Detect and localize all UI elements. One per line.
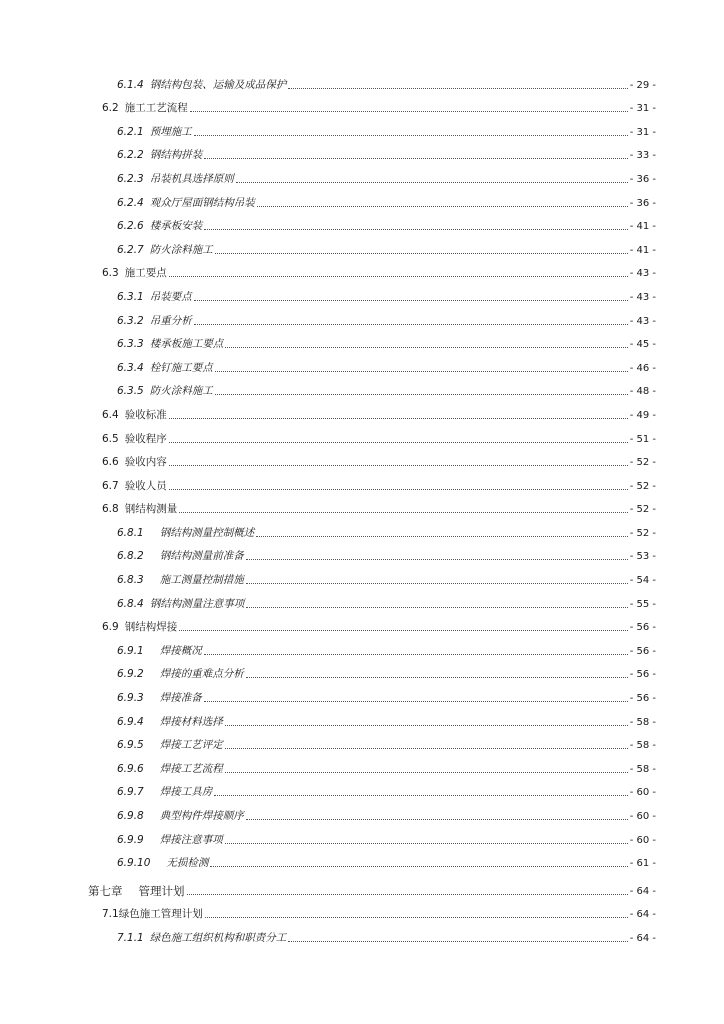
toc-dot-leader bbox=[210, 865, 627, 867]
toc-entry-number: 6.9.8 bbox=[117, 810, 144, 822]
toc-entry-title: 焊接材料选择 bbox=[159, 715, 223, 728]
toc-entry-title: 钢结构测量控制概述 bbox=[159, 526, 255, 539]
toc-entry-title: 预埋施工 bbox=[149, 125, 192, 138]
toc-entry[interactable] bbox=[0, 516, 724, 540]
toc-dot-leader bbox=[204, 700, 628, 702]
toc-entry[interactable] bbox=[0, 634, 724, 658]
toc-entry-page-number: - 43 - bbox=[629, 268, 656, 280]
toc-entry-title: 防火涂料施工 bbox=[149, 243, 213, 256]
toc-entry-title: 吊装要点 bbox=[149, 290, 192, 303]
toc-dot-leader bbox=[187, 893, 628, 895]
toc-entry-number: 6.3.3 bbox=[117, 338, 144, 351]
toc-entry-number: 6.9.3 bbox=[117, 692, 144, 705]
toc-dot-leader bbox=[169, 441, 628, 443]
toc-entry-page-number: - 52 - bbox=[629, 504, 656, 516]
toc-entry[interactable] bbox=[0, 233, 724, 257]
toc-entry-title: 防火涂料施工 bbox=[149, 385, 213, 398]
toc-entry-title: 验收程序 bbox=[124, 432, 167, 445]
toc-entry[interactable] bbox=[0, 115, 724, 139]
toc-entry-title: 管理计划 bbox=[138, 883, 185, 898]
toc-entry-number: 6.2.4 bbox=[117, 196, 144, 209]
toc-entry-number: 6.9.9 bbox=[117, 833, 144, 846]
toc-entry-number: 6.5 bbox=[102, 432, 119, 445]
toc-entry-page-number: - 41 - bbox=[629, 221, 656, 233]
toc-entry[interactable] bbox=[0, 847, 724, 871]
toc-dot-leader bbox=[225, 747, 628, 749]
toc-entry-page-number: - 36 - bbox=[629, 197, 656, 209]
toc-entry[interactable] bbox=[0, 68, 724, 92]
toc-entry-title: 钢结构测量注意事项 bbox=[149, 597, 245, 610]
toc-dot-leader bbox=[246, 606, 627, 608]
toc-entry[interactable] bbox=[0, 351, 724, 375]
toc-entry-title: 钢结构焊接 bbox=[124, 621, 178, 634]
toc-entry-number: 7.1.1 bbox=[117, 931, 144, 944]
toc-entry[interactable] bbox=[0, 921, 724, 945]
toc-entry-page-number: - 64 - bbox=[629, 885, 656, 897]
toc-entry-title: 验收内容 bbox=[124, 456, 167, 469]
toc-entry-page-number: - 36 - bbox=[629, 173, 656, 185]
toc-entry[interactable] bbox=[0, 898, 724, 922]
toc-entry-title: 焊接准备 bbox=[159, 692, 202, 705]
toc-dot-leader bbox=[204, 653, 628, 655]
toc-entry-page-number: - 45 - bbox=[629, 339, 656, 351]
toc-dot-leader bbox=[204, 157, 627, 159]
toc-entry-page-number: - 43 - bbox=[629, 315, 656, 327]
toc-dot-leader bbox=[194, 134, 628, 136]
toc-entry-page-number: - 31 - bbox=[629, 126, 656, 138]
toc-entry-number: 6.9.4 bbox=[117, 715, 144, 728]
toc-entry-number: 6.2.7 bbox=[117, 243, 144, 256]
toc-entry[interactable] bbox=[0, 280, 724, 304]
toc-entry[interactable] bbox=[0, 92, 724, 116]
toc-entry[interactable] bbox=[0, 587, 724, 611]
toc-dot-leader bbox=[246, 676, 628, 678]
toc-entry-page-number: - 55 - bbox=[629, 598, 656, 610]
toc-entry-number: 6.2.1 bbox=[117, 125, 144, 138]
toc-entry-title: 施工工艺流程 bbox=[124, 102, 188, 115]
toc-entry-number: 第七章 bbox=[88, 883, 123, 898]
toc-entry-number: 6.3.1 bbox=[117, 290, 144, 303]
toc-dot-leader bbox=[204, 228, 627, 230]
toc-entry[interactable] bbox=[0, 398, 724, 422]
toc-entry[interactable] bbox=[0, 446, 724, 470]
toc-entry-title: 焊接注意事项 bbox=[159, 833, 223, 846]
toc-entry[interactable] bbox=[0, 874, 724, 898]
toc-entry-number: 6.8.4 bbox=[117, 597, 144, 610]
toc-entry-page-number: - 33 - bbox=[629, 150, 656, 162]
toc-entry[interactable] bbox=[0, 469, 724, 493]
toc-entry-page-number: - 48 - bbox=[629, 386, 656, 398]
toc-entry-title: 楼承板安装 bbox=[149, 220, 203, 233]
toc-entry-number: 6.2 bbox=[102, 102, 119, 115]
toc-dot-leader bbox=[257, 205, 628, 207]
toc-dot-leader bbox=[194, 299, 628, 301]
toc-entry-page-number: - 56 - bbox=[629, 693, 656, 705]
toc-entry-page-number: - 53 - bbox=[629, 551, 656, 563]
toc-entry[interactable] bbox=[0, 162, 724, 186]
toc-entry-number: 6.9.6 bbox=[117, 762, 144, 775]
toc-dot-leader bbox=[179, 511, 627, 513]
toc-entry-title: 无损检测 bbox=[166, 857, 209, 870]
toc-entry-page-number: - 56 - bbox=[629, 645, 656, 657]
toc-entry[interactable] bbox=[0, 752, 724, 776]
toc-dot-leader bbox=[256, 535, 627, 537]
toc-entry-page-number: - 60 - bbox=[629, 787, 656, 799]
toc-entry-number: 6.3.4 bbox=[117, 361, 144, 374]
toc-dot-leader bbox=[169, 417, 628, 419]
toc-dot-leader bbox=[169, 488, 628, 490]
toc-dot-leader bbox=[190, 110, 628, 112]
toc-entry-page-number: - 61 - bbox=[629, 858, 656, 870]
toc-entry-title: 楼承板施工要点 bbox=[149, 338, 224, 351]
toc-dot-leader bbox=[214, 794, 627, 796]
toc-entry-page-number: - 52 - bbox=[629, 527, 656, 539]
toc-entry-title: 焊接概况 bbox=[159, 644, 202, 657]
toc-entry-title: 焊接工艺流程 bbox=[159, 762, 223, 775]
toc-entry-title: 吊重分析 bbox=[149, 314, 192, 327]
toc-dot-leader bbox=[225, 842, 628, 844]
toc-dot-leader bbox=[246, 558, 628, 560]
toc-entry[interactable] bbox=[0, 304, 724, 328]
toc-entry-page-number: - 64 - bbox=[629, 909, 656, 921]
toc-entry[interactable] bbox=[0, 823, 724, 847]
toc-entry-title: 栓钉施工要点 bbox=[149, 361, 213, 374]
toc-entry-title: 钢结构拼装 bbox=[149, 149, 203, 162]
toc-entry-title: 观众厅屋面钢结构吊装 bbox=[149, 196, 255, 209]
toc-entry-page-number: - 49 - bbox=[629, 409, 656, 421]
toc-dot-leader bbox=[215, 393, 628, 395]
toc-entry[interactable] bbox=[0, 705, 724, 729]
toc-entry-number: 6.2.6 bbox=[117, 220, 144, 233]
toc-entry-number: 6.6 bbox=[102, 456, 119, 469]
toc-entry[interactable] bbox=[0, 563, 724, 587]
toc-entry[interactable] bbox=[0, 799, 724, 823]
toc-entry[interactable] bbox=[0, 328, 724, 352]
toc-entry[interactable] bbox=[0, 611, 724, 635]
toc-entry-page-number: - 43 - bbox=[629, 291, 656, 303]
toc-entry-title: 钢结构测量 bbox=[124, 503, 178, 516]
toc-entry-title: 吊装机具选择原则 bbox=[149, 172, 234, 185]
toc-dot-leader bbox=[246, 582, 628, 584]
toc-dot-leader bbox=[215, 252, 628, 254]
toc-entry-title: 绿色施工组织机构和职责分工 bbox=[149, 931, 287, 944]
toc-entry-number: 6.9.7 bbox=[117, 786, 144, 799]
toc-dot-leader bbox=[169, 464, 628, 466]
toc-entry-number: 6.9.2 bbox=[117, 668, 144, 681]
toc-entry[interactable] bbox=[0, 493, 724, 517]
toc-entry-number: 7.1 bbox=[102, 908, 119, 921]
toc-entry[interactable] bbox=[0, 257, 724, 281]
toc-entry[interactable] bbox=[0, 776, 724, 800]
toc-entry-title: 焊接工艺评定 bbox=[159, 739, 223, 752]
toc-dot-leader bbox=[288, 940, 627, 942]
toc-entry[interactable] bbox=[0, 139, 724, 163]
toc-dot-leader bbox=[225, 346, 627, 348]
toc-dot-leader bbox=[246, 818, 628, 820]
toc-dot-leader bbox=[169, 275, 628, 277]
toc-entry-page-number: - 41 - bbox=[629, 244, 656, 256]
toc-entry-number: 6.9.5 bbox=[117, 739, 144, 752]
toc-entry-page-number: - 58 - bbox=[629, 763, 656, 775]
toc-entry-number: 6.8.2 bbox=[117, 550, 144, 563]
toc-entry-page-number: - 52 - bbox=[629, 480, 656, 492]
toc-entry-page-number: - 56 - bbox=[629, 669, 656, 681]
toc-entry[interactable] bbox=[0, 729, 724, 753]
toc-entry-title: 施工要点 bbox=[124, 267, 167, 280]
toc-entry-number: 6.3.2 bbox=[117, 314, 144, 327]
toc-entry[interactable] bbox=[0, 540, 724, 564]
toc-dot-leader bbox=[288, 87, 627, 89]
toc-entry[interactable] bbox=[0, 210, 724, 234]
toc-dot-leader bbox=[179, 629, 627, 631]
toc-dot-leader bbox=[194, 323, 628, 325]
toc-entry-page-number: - 52 - bbox=[629, 457, 656, 469]
toc-entry-number: 6.8.1 bbox=[117, 526, 144, 539]
toc-entry-title: 验收标准 bbox=[124, 408, 167, 421]
toc-entry-page-number: - 56 - bbox=[629, 622, 656, 634]
toc-entry-page-number: - 51 - bbox=[629, 433, 656, 445]
toc-entry-number: 6.3 bbox=[102, 267, 119, 280]
toc-entry-number: 6.8.3 bbox=[117, 574, 144, 587]
toc-entry-number: 6.9 bbox=[102, 621, 119, 634]
toc-dot-leader bbox=[215, 370, 628, 372]
toc-entry-page-number: - 60 - bbox=[629, 834, 656, 846]
toc-entry-number: 6.2.3 bbox=[117, 172, 144, 185]
toc-entry-page-number: - 58 - bbox=[629, 740, 656, 752]
toc-entry-number: 6.9.10 bbox=[117, 857, 151, 870]
toc-dot-leader bbox=[225, 771, 628, 773]
toc-entry-page-number: - 46 - bbox=[629, 362, 656, 374]
toc-entry-number: 6.8 bbox=[102, 503, 119, 516]
toc-entry-number: 6.3.5 bbox=[117, 385, 144, 398]
toc-entry-number: 6.7 bbox=[102, 479, 119, 492]
toc-entry-title: 焊接的重难点分析 bbox=[159, 668, 244, 681]
toc-entry[interactable] bbox=[0, 681, 724, 705]
toc-entry-title: 绿色施工管理计划 bbox=[118, 908, 203, 921]
toc-entry-title: 钢结构包装、运输及成品保护 bbox=[149, 78, 287, 91]
toc-dot-leader bbox=[225, 724, 628, 726]
toc-entry-number: 6.4 bbox=[102, 408, 119, 421]
toc-entry-number: 6.2.2 bbox=[117, 149, 144, 162]
table-of-contents bbox=[0, 68, 724, 945]
toc-entry-number: 6.1.4 bbox=[117, 78, 144, 91]
toc-entry-page-number: - 54 - bbox=[629, 575, 656, 587]
toc-entry-title: 典型构件焊接顺序 bbox=[159, 810, 244, 822]
toc-entry-title: 验收人员 bbox=[124, 479, 167, 492]
toc-entry-title: 施工测量控制措施 bbox=[159, 574, 244, 587]
toc-entry-title: 钢结构测量前准备 bbox=[159, 550, 244, 563]
toc-entry[interactable] bbox=[0, 375, 724, 399]
toc-entry[interactable] bbox=[0, 422, 724, 446]
toc-entry-page-number: - 60 - bbox=[629, 811, 656, 822]
toc-entry-page-number: - 58 - bbox=[629, 716, 656, 728]
toc-entry-page-number: - 64 - bbox=[629, 932, 656, 944]
toc-entry-title: 焊接工具房 bbox=[159, 786, 213, 799]
toc-entry-page-number: - 29 - bbox=[629, 79, 656, 91]
toc-entry[interactable] bbox=[0, 186, 724, 210]
toc-dot-leader bbox=[205, 916, 628, 918]
toc-entry-number: 6.9.1 bbox=[117, 644, 144, 657]
toc-entry-page-number: - 31 - bbox=[629, 103, 656, 115]
toc-dot-leader bbox=[236, 181, 628, 183]
toc-entry[interactable] bbox=[0, 658, 724, 682]
